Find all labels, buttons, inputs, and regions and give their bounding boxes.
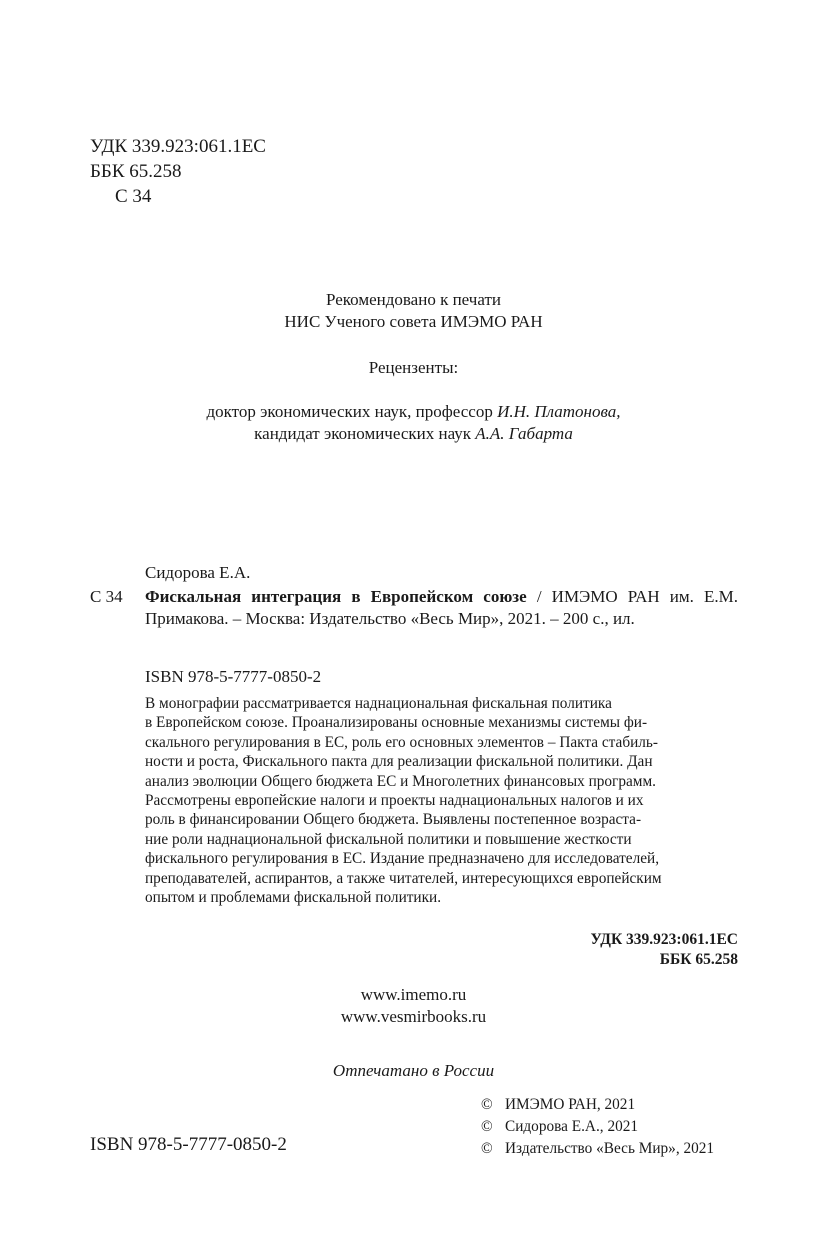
copyright-icon: © xyxy=(481,1118,493,1135)
abstract-line: преподавателей, аспирантов, а также читателей, интересующихся европейским xyxy=(145,869,662,887)
abstract-line: ности и роста, Фискального пакта для реализации фискальной политики. Дан xyxy=(145,753,653,771)
reviewer-1 xyxy=(0,401,827,423)
udk-code: УДК 339.923:061.1ЕС xyxy=(90,136,266,157)
copyright-row xyxy=(481,1116,714,1138)
abstract-line: опытом и проблемами фискальной политики. xyxy=(145,889,442,907)
reviewers-heading: Рецензенты: xyxy=(368,358,459,377)
bbk-code-right: ББК 65.258 xyxy=(659,951,738,968)
website-vesmirbooks: www.vesmirbooks.ru xyxy=(340,1007,487,1026)
reviewers-list xyxy=(0,401,827,445)
catalog-author: Сидорова Е.А. xyxy=(145,563,251,582)
printed-in-russia: Отпечатано в России xyxy=(332,1061,495,1080)
reviewer-2-title: кандидат экономических наук xyxy=(254,424,476,443)
copyright-block xyxy=(481,1094,714,1160)
abstract-line: скального регулирования в ЕС, роль его основных элементов – Пакта стабиль- xyxy=(145,733,659,751)
abstract-line: в Европейском союзе. Проанализированы основные механизмы системы фи- xyxy=(145,714,648,732)
book-imprint: / ИМЭМО РАН им. Е.М. Примакова. – Москва: Издательство «Весь Мир», 2021. – 200 с., ил. xyxy=(145,587,738,628)
reviewer-2-name: А.А. Габарта xyxy=(475,424,573,443)
abstract-line: фискального регулирования в ЕС. Издание предназначено для исследователей, xyxy=(145,850,660,868)
author-mark: С 34 xyxy=(115,186,152,207)
isbn-bottom: ISBN 978-5-7777-0850-2 xyxy=(90,1134,287,1155)
abstract-line: ние роли наднациональной фискальной политики и повышение жесткости xyxy=(145,830,632,848)
abstract xyxy=(145,694,738,907)
reviewer-2 xyxy=(0,423,827,445)
bbk-code: ББК 65.258 xyxy=(90,161,182,182)
reviewer-1-title: доктор экономических наук, профессор xyxy=(206,402,498,421)
abstract-line: анализ эволюции Общего бюджета ЕС и Многолетних финансовых программ. xyxy=(145,772,656,790)
copyright-holder: Сидорова Е.А., 2021 xyxy=(505,1118,639,1135)
copyright-icon: © xyxy=(481,1096,493,1113)
copyright-icon: © xyxy=(481,1140,493,1157)
copyright-holder: Издательство «Весь Мир», 2021 xyxy=(505,1140,715,1157)
catalog-isbn: ISBN 978-5-7777-0850-2 xyxy=(145,667,322,686)
reviewer-1-name: И.Н. Платонова, xyxy=(497,402,621,421)
udk-code-right: УДК 339.923:061.1ЕС xyxy=(590,931,738,948)
abstract-line: роль в финансировании Общего бюджета. Выявлены постепенное возраста- xyxy=(145,811,642,829)
classification-codes xyxy=(90,134,266,209)
catalog-title xyxy=(145,586,738,630)
website-imemo: www.imemo.ru xyxy=(360,985,467,1004)
book-title: Фискальная интеграция в Европейском союзе xyxy=(145,587,527,606)
copyright-row xyxy=(481,1138,714,1160)
classification-codes-right xyxy=(430,930,738,970)
recommendation-line-2: НИС Ученого совета ИМЭМО РАН xyxy=(284,312,543,331)
copyright-holder: ИМЭМО РАН, 2021 xyxy=(505,1096,636,1113)
websites xyxy=(0,984,827,1028)
abstract-line: Рассмотрены европейские налоги и проекты наднациональных налогов и их xyxy=(145,792,644,810)
abstract-line: В монографии рассматривается наднациональная фискальная политика xyxy=(145,695,612,712)
recommendation xyxy=(0,289,827,333)
recommendation-line-1: Рекомендовано к печати xyxy=(325,290,501,309)
catalog-code: С 34 xyxy=(90,587,123,606)
copyright-row xyxy=(481,1094,714,1116)
